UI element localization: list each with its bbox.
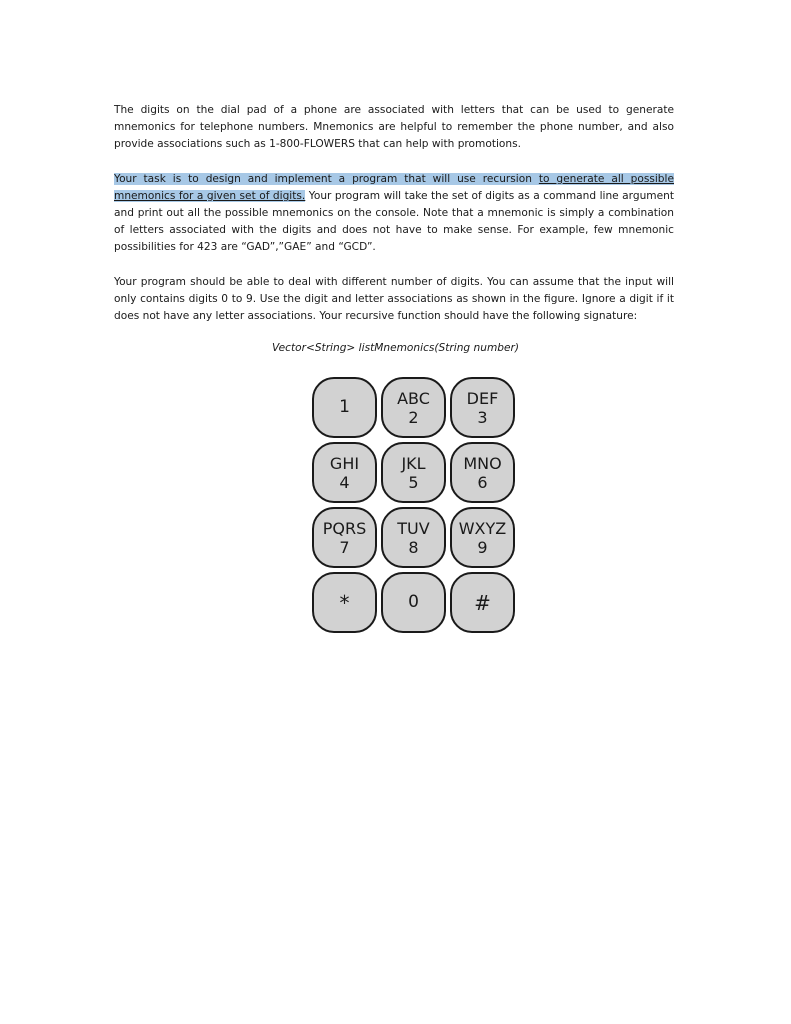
task-rest-text: Your program will take the set of digits as a command line argument and print out all the possible mnemonics on the console. Note that a mnemonic is simply a combination of letters associated with the digits and does not have to make sense. For example, few mnemonic possibilities for 423 are “GAD”,”GAE” and “GCD”. — [114, 190, 674, 253]
key-1-digit: 1 — [339, 397, 350, 417]
requirements-paragraph — [114, 274, 674, 325]
task-paragraph — [114, 171, 674, 256]
key-1[interactable] — [312, 377, 377, 438]
key-0-digit: 0 — [408, 592, 419, 612]
task-highlight-underlined: to generate all possible mnemonics for a given set of digits. — [114, 173, 674, 202]
key-7[interactable] — [312, 507, 377, 568]
key-5[interactable] — [381, 442, 446, 503]
key-6[interactable] — [450, 442, 515, 503]
key-3[interactable] — [450, 377, 515, 438]
key-3-letters: DEF — [466, 388, 499, 408]
key-8-digit: 8 — [408, 537, 419, 557]
phone-keypad-figure — [312, 377, 518, 635]
key-hash[interactable] — [450, 572, 515, 633]
key-7-digit: 7 — [339, 537, 350, 557]
key-4-letters: GHI — [329, 453, 360, 473]
intro-paragraph — [114, 102, 674, 153]
key-8-letters: TUV — [397, 518, 430, 538]
key-8[interactable] — [381, 507, 446, 568]
key-2-digit: 2 — [408, 407, 419, 427]
function-signature: Vector<String> listMnemonics(String number) — [271, 342, 520, 354]
hash-icon: # — [474, 590, 491, 615]
key-0[interactable] — [381, 572, 446, 633]
key-6-letters: MNO — [463, 453, 502, 473]
key-3-digit: 3 — [477, 407, 488, 427]
intro-text: The digits on the dial pad of a phone are associated with letters that can be used to generate mnemonics for telephone numbers. Mnemonics are helpful to remember the phone number, and also provide associations such as 1-800-FLOWERS that can help with promotions. — [114, 104, 674, 150]
key-5-digit: 5 — [408, 472, 419, 492]
star-icon: * — [339, 590, 350, 615]
key-4[interactable] — [312, 442, 377, 503]
key-2[interactable] — [381, 377, 446, 438]
key-7-letters: PQRS — [322, 518, 367, 538]
key-2-letters: ABC — [397, 388, 430, 408]
key-4-digit: 4 — [339, 472, 350, 492]
task-highlight-plain: Your task is to design and implement a program that will use recursion — [114, 173, 539, 185]
key-5-letters: JKL — [401, 453, 426, 473]
key-star[interactable] — [312, 572, 377, 633]
key-9[interactable] — [450, 507, 515, 568]
key-9-letters: WXYZ — [458, 518, 507, 538]
key-9-digit: 9 — [477, 537, 488, 557]
requirements-text: Your program should be able to deal with different number of digits. You can assume that the input will only contains digits 0 to 9. Use the digit and letter associations as shown in the figure. Ignore a digit if it does not have any letter associations. Your recursive function should have the following signature: — [114, 276, 674, 322]
key-6-digit: 6 — [477, 472, 488, 492]
